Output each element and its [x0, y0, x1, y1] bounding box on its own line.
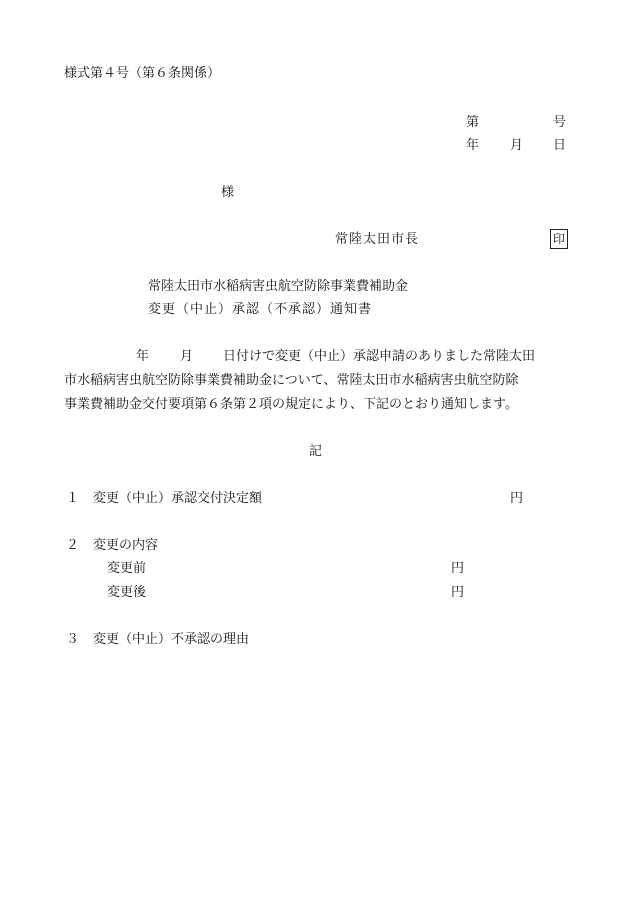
document-title-line-2: 変更（中止）承認（不承認）通知書 [148, 302, 373, 317]
item-2-number: ２ [66, 538, 80, 553]
body-month-label: 月 [180, 349, 194, 364]
item-1-number: １ [66, 491, 80, 506]
date-month-label: 月 [510, 138, 524, 153]
form-number: 様式第４号（第６条関係） [64, 66, 221, 81]
date-year-label: 年 [466, 138, 480, 153]
issuer-name: 常陸太田市長 [335, 232, 420, 247]
item-1-yen-unit: 円 [510, 491, 524, 506]
after-change-label: 変更後 [107, 585, 147, 600]
item-3-label: 変更（中止）不承認の理由 [93, 632, 250, 647]
body-line-2: 市水稲病害虫航空防除事業費補助金について、常陸太田市水稲病害虫航空防除 [64, 373, 519, 388]
ki-heading: 記 [309, 444, 323, 459]
body-line-3: 事業費補助金交付要項第６条第２項の規定により、下記のとおり通知します。 [64, 397, 518, 412]
document-number-suffix: 号 [553, 115, 567, 130]
item-3-number: ３ [66, 632, 80, 647]
after-change-yen-unit: 円 [451, 585, 465, 600]
document-title-line-1: 常陸太田市水稲病害虫航空防除事業費補助金 [148, 279, 409, 294]
item-1-label: 変更（中止）承認交付決定額 [93, 491, 263, 506]
addressee-honorific: 様 [221, 185, 235, 200]
before-change-label: 変更前 [107, 561, 147, 576]
item-2-label: 変更の内容 [93, 538, 159, 553]
before-change-yen-unit: 円 [451, 561, 465, 576]
body-line-1: 日付けで変更（中止）承認申請のありました常陸太田 [223, 349, 536, 364]
document-number-prefix: 第 [466, 115, 480, 130]
seal-box: 印 [550, 229, 568, 249]
body-year-label: 年 [136, 349, 150, 364]
date-day-label: 日 [553, 138, 567, 153]
